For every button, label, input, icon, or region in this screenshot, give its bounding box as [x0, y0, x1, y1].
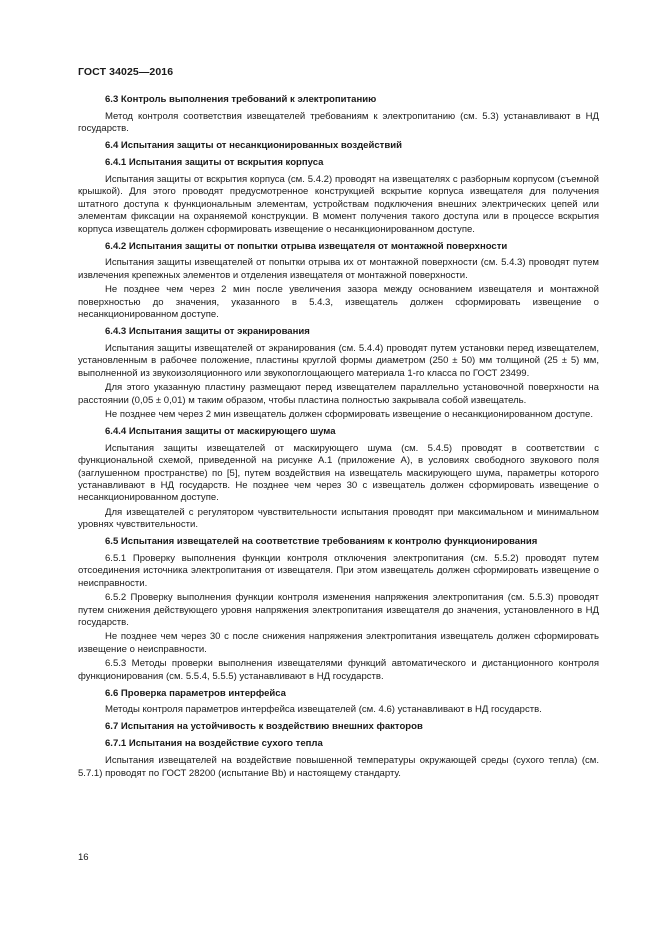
paragraph: Испытания защиты от вскрытия корпуса (см. 5.4.2) проводят на извещателях с разборным корпусом (съемной крышкой). Для этого проводят предусмотренное конструкцией вскрытие корпуса извещателя для получения штатного доступа к функциональным элементам, устройствам подключения внешних электрических цепей или элементам фиксации на охраняемой конструкции. В момент получения такого доступа или в процессе вскрытия корпуса извещатель должен сформировать извещение о несанкционированном доступе.	[78, 174, 599, 235]
paragraph: Метод контроля соответствия извещателей требованиям к электропитанию (см. 5.3) устанавливают в НД государств.	[78, 110, 599, 135]
paragraph: Методы контроля параметров интерфейса извещателей (см. 4.6) устанавливают в НД государств.	[105, 704, 542, 716]
paragraph: 6.5.2 Проверку выполнения функции контроля изменения напряжения электропитания (см. 5.5.3) проводят путем снижения действующего уровня напряжения электропитания извещателя до значения, установленного в НД государств.	[78, 592, 599, 629]
document-header: ГОСТ 34025—2016	[78, 66, 174, 78]
paragraph: 6.5.1 Проверку выполнения функции контроля отключения электропитания (см. 5.5.2) проводят путем отсоединения источника электропитания от извещателя. При этом извещатель должен сформировать извещение о неисправности.	[78, 553, 599, 589]
paragraph: Не позднее чем через 2 мин после увеличения зазора между основанием извещателя и монтажной поверхностью до значения, указанного в 5.4.3, извещатель должен сформировать извещение о несанкционированном доступе.	[78, 284, 599, 321]
section-heading-6-4-2: 6.4.2 Испытания защиты от попытки отрыва извещателя от монтажной поверхности	[105, 240, 508, 252]
paragraph: Испытания извещателей на воздействие повышенной температуры окружающей среды (сухого тепла) (см. 5.7.1) проводят по ГОСТ 28200 (испытание Bb) и настоящему стандарту.	[78, 755, 599, 779]
paragraph: Испытания защиты извещателей от маскирующего шума (см. 5.4.5) проводят в соответствии с функциональной схемой, приведенной на рисунке А.1 (приложение А), в условиях свободного звукового поля (заглушенном пространстве) по [5], путем воздействия на извещатель маскирующего шума, параметры которого устанавливают в НД государств. Не позднее чем через 30 с извещатель должен сформировать извещение о несанкционированном доступе.	[78, 442, 599, 504]
paragraph: Не позднее чем через 2 мин извещатель должен сформировать извещение о несанкционированном доступе.	[105, 408, 593, 420]
paragraph: Для этого указанную пластину размещают перед извещателем параллельно установочной поверхности на расстоянии (0,05 ± 0,01) м таким образом, чтобы пластина полностью закрывала собой извещатель.	[78, 382, 599, 406]
page-number: 16	[78, 852, 89, 863]
paragraph: Не позднее чем через 30 с после снижения напряжения электропитания извещатель должен сформировать извещение о неисправности.	[78, 631, 599, 655]
section-heading-6-7: 6.7 Испытания на устойчивость к воздействию внешних факторов	[105, 721, 423, 733]
paragraph: 6.5.3 Методы проверки выполнения извещателями функций автоматического и дистанционного контроля функционирования (см. 5.5.4, 5.5.5) устанавливают в НД государств.	[78, 658, 599, 682]
paragraph: Испытания защиты извещателей от экранирования (см. 5.4.4) проводят путем установки перед извещателем, установленным в рабочее положение, пластины круглой формы диаметром (250 ± 50) мм толщиной (25 ± 5) мм, выполненной из звукоизоляционного или звукопоглощающего материала 1-го класса по ГОСТ 23499.	[78, 342, 599, 379]
section-heading-6-7-1: 6.7.1 Испытания на воздействие сухого тепла	[105, 738, 323, 750]
section-heading-6-5: 6.5 Испытания извещателей на соответствие требованиям к контролю функционирования	[105, 536, 538, 548]
paragraph: Для извещателей с регулятором чувствительности испытания проводят при максимальном и минимальном уровнях чувствительности.	[78, 506, 599, 531]
section-heading-6-4: 6.4 Испытания защиты от несанкционированных воздействий	[105, 140, 402, 152]
paragraph: Испытания защиты извещателей от попытки отрыва их от монтажной поверхности (см. 5.4.3) проводят путем извлечения крепежных элементов и отделения извещателя от монтажной поверхности.	[78, 257, 599, 281]
section-heading-6-4-3: 6.4.3 Испытания защиты от экранирования	[105, 326, 310, 337]
section-heading-6-6: 6.6 Проверка параметров интерфейса	[105, 687, 286, 699]
document-body	[78, 94, 599, 785]
section-heading-6-4-4: 6.4.4 Испытания защиты от маскирующего шума	[105, 425, 336, 437]
section-heading-6-3: 6.3 Контроль выполнения требований к электропитанию	[105, 94, 377, 105]
section-heading-6-4-1: 6.4.1 Испытания защиты от вскрытия корпуса	[105, 157, 324, 169]
